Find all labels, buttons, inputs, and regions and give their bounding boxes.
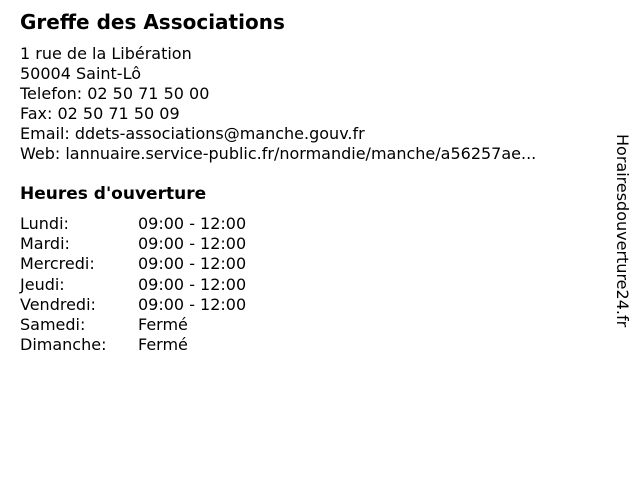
site-watermark: Horairesdouverture24.fr	[613, 134, 632, 328]
day-label: Mardi:	[20, 234, 70, 254]
page-title: Greffe des Associations	[20, 10, 285, 34]
hours-row-monday	[20, 214, 246, 234]
phone-line: Telefon: 02 50 71 50 00	[20, 84, 210, 103]
hours-row-thursday	[20, 275, 246, 295]
day-hours: Fermé	[138, 335, 188, 355]
address-line-1: 1 rue de la Libération	[20, 44, 192, 63]
web-line: Web: lannuaire.service-public.fr/normandie/manche/a56257ae...	[20, 144, 537, 163]
day-label: Lundi:	[20, 214, 69, 233]
day-label: Mercredi:	[20, 254, 95, 274]
hours-row-sunday	[20, 335, 246, 355]
hours-row-friday	[20, 295, 246, 315]
opening-hours-table	[20, 214, 246, 355]
day-hours: 09:00 - 12:00	[138, 294, 247, 314]
day-label: Vendredi:	[20, 294, 96, 314]
hours-row-tuesday	[20, 234, 246, 254]
day-label: Jeudi:	[20, 274, 65, 294]
day-label: Samedi:	[20, 314, 86, 334]
day-hours: Fermé	[138, 314, 188, 334]
opening-hours-heading: Heures d'ouverture	[20, 184, 207, 204]
fax-line: Fax: 02 50 71 50 09	[20, 104, 180, 123]
email-line: Email: ddets-associations@manche.gouv.fr	[20, 124, 365, 143]
day-hours: 09:00 - 12:00	[138, 214, 247, 233]
address-line-2: 50004 Saint-Lô	[20, 64, 141, 83]
day-hours: 09:00 - 12:00	[138, 254, 247, 274]
day-label: Dimanche:	[20, 335, 107, 355]
day-hours: 09:00 - 12:00	[138, 234, 247, 254]
hours-row-saturday	[20, 315, 246, 335]
day-hours: 09:00 - 12:00	[138, 274, 247, 294]
contact-info	[20, 44, 536, 164]
hours-row-wednesday	[20, 254, 246, 274]
